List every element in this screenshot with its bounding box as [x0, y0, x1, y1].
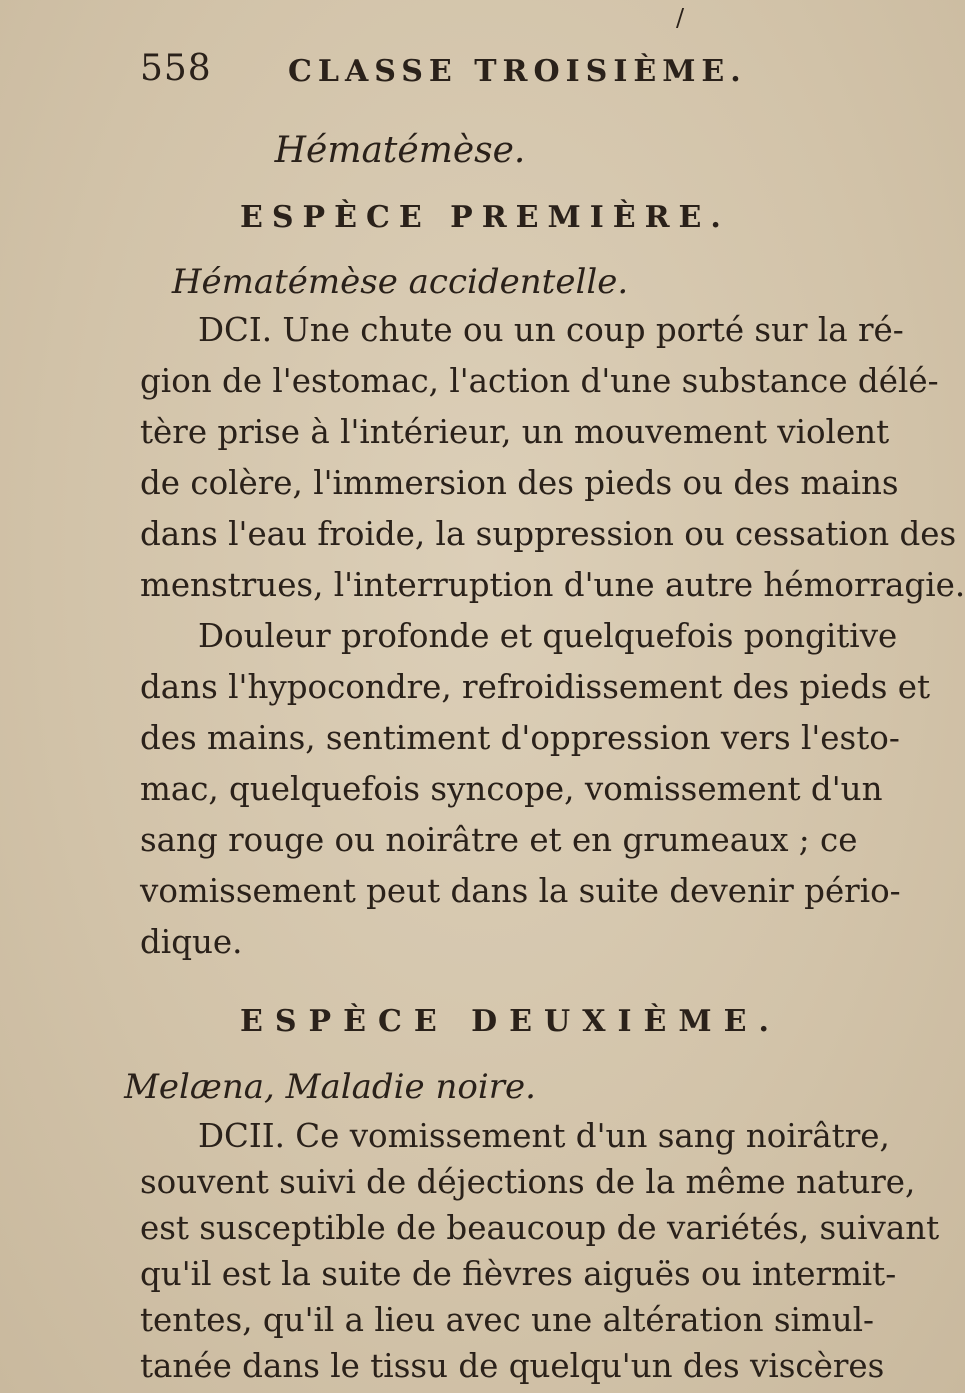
paragraph-line: gion de l'estomac, l'action d'une substance délé-	[140, 362, 939, 400]
paragraph-line: est susceptible de beaucoup de variétés, suivant	[140, 1209, 940, 1247]
paragraph-line: menstrues, l'interruption d'une autre hémorragie.	[140, 566, 965, 604]
paragraph-line: sang rouge ou noirâtre et en grumeaux ; ce	[140, 821, 858, 859]
page-number: 558	[140, 48, 212, 89]
paragraph-line: dans l'hypocondre, refroidissement des pieds et	[140, 668, 931, 706]
margin-mark: /	[676, 4, 685, 32]
paragraph-line: tentes, qu'il a lieu avec une altération simul-	[140, 1301, 875, 1339]
paragraph-line: dique.	[140, 923, 243, 961]
section-title: Hématémèse.	[274, 130, 526, 171]
species-subtitle-1: Hématémèse accidentelle.	[171, 262, 629, 302]
paragraph-line: de colère, l'immersion des pieds ou des mains	[140, 464, 899, 502]
paragraph-line: DCI. Une chute ou un coup porté sur la ré-	[198, 311, 904, 349]
paragraph-line: des mains, sentiment d'oppression vers l'esto-	[140, 719, 900, 757]
species-subtitle-2: Melæna, Maladie noire.	[124, 1067, 536, 1107]
paragraph-line: tanée dans le tissu de quelqu'un des viscères	[140, 1347, 885, 1385]
paragraph-line: qu'il est la suite de fièvres aiguës ou intermit-	[140, 1255, 897, 1293]
paragraph-line: mac, quelquefois syncope, vomissement d'un	[140, 770, 883, 808]
paragraph-line: souvent suivi de déjections de la même nature,	[140, 1163, 916, 1201]
species-heading-1: ESPÈCE PREMIÈRE.	[240, 200, 730, 235]
paragraph-line: DCII. Ce vomissement d'un sang noirâtre,	[198, 1117, 890, 1155]
paragraph-line: vomissement peut dans la suite devenir pério-	[140, 872, 901, 910]
paragraph-line: dans l'eau froide, la suppression ou cessation des	[140, 515, 957, 553]
page-header	[140, 48, 800, 98]
running-head: CLASSE TROISIÈME.	[288, 54, 747, 89]
species-heading-2: ESPÈCE DEUXIÈME.	[240, 1004, 781, 1039]
paragraph-line: Douleur profonde et quelquefois pongitive	[198, 617, 898, 655]
paragraph-line: tère prise à l'intérieur, un mouvement violent	[140, 413, 890, 451]
